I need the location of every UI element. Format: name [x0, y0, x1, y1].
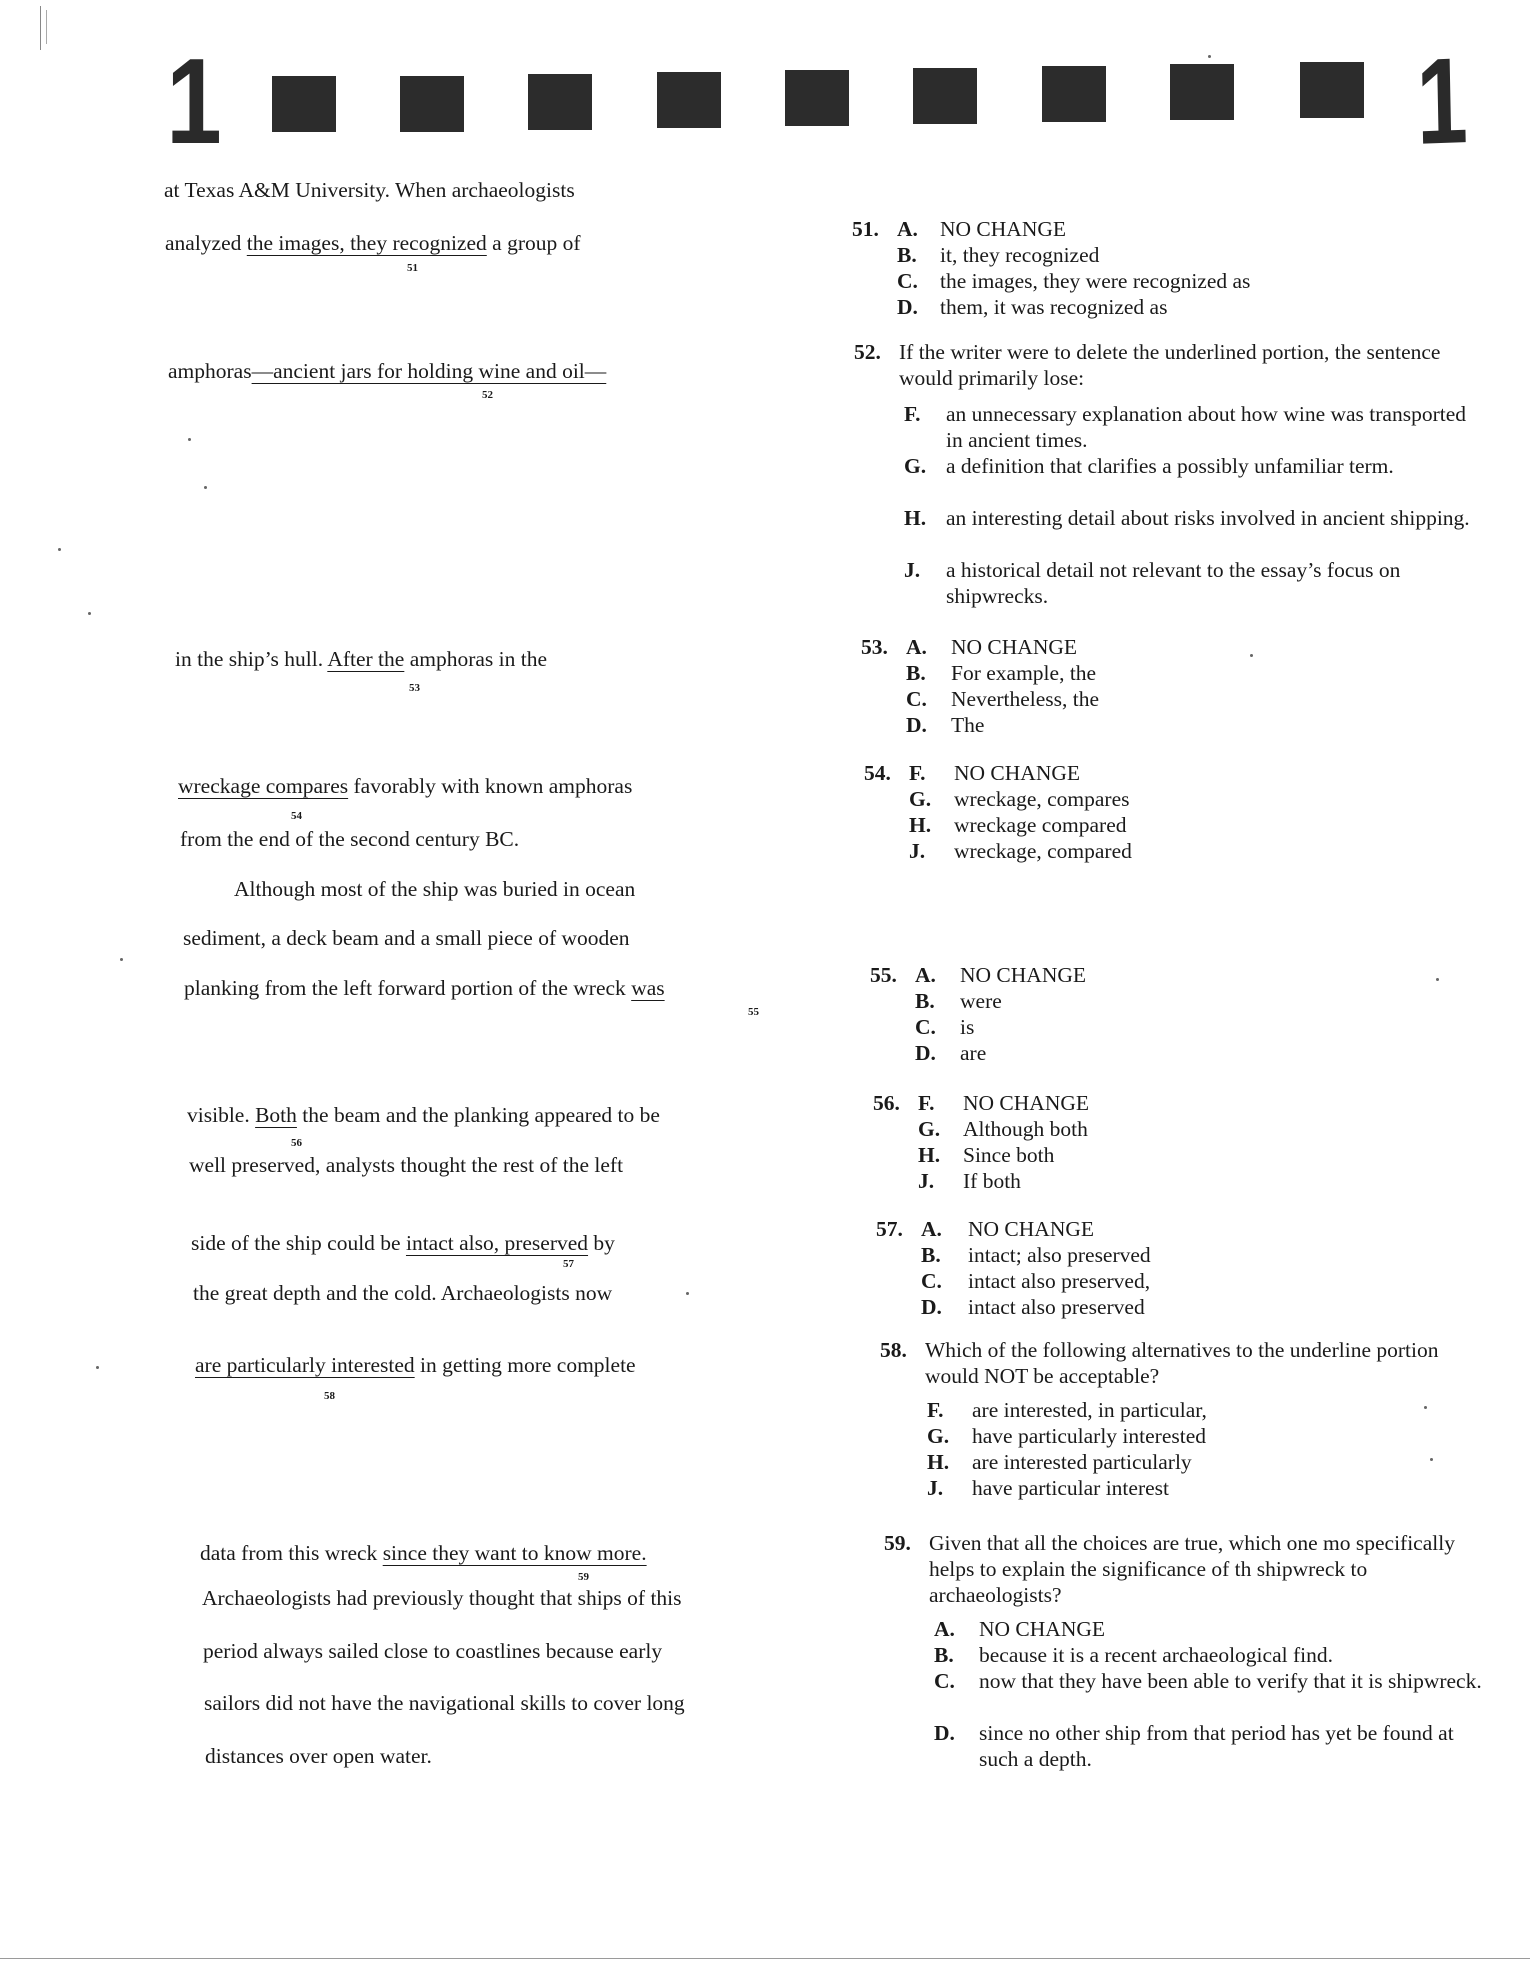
scan-speck	[1208, 55, 1211, 58]
passage-line	[193, 1280, 612, 1306]
passage-text: amphoras	[168, 359, 252, 383]
underlined-portion-58: are particularly interested	[195, 1353, 415, 1377]
option-letter[interactable]: J.	[918, 1169, 935, 1193]
passage-text: Archaeologists had previously thought that ships of this	[202, 1586, 682, 1610]
option-letter[interactable]: H.	[904, 506, 927, 530]
question-marker-57: 57	[563, 1258, 574, 1270]
option-letter[interactable]: D.	[906, 713, 927, 737]
passage-text: the great depth and the cold. Archaeologists now	[193, 1281, 613, 1305]
question-59	[884, 1530, 1498, 1772]
option-letter[interactable]: A.	[915, 963, 936, 987]
question-stem: If the writer were to delete the underlined portion, the sentence would primarily lose:	[899, 340, 1441, 390]
option-letter[interactable]: G.	[927, 1424, 950, 1448]
option-letter[interactable]: C.	[897, 269, 918, 293]
option-text[interactable]: NO CHANGE	[940, 217, 1067, 241]
option-text[interactable]: wreckage compared	[954, 813, 1127, 837]
option-letter[interactable]: D.	[921, 1295, 942, 1319]
underlined-portion-53: After the	[327, 647, 405, 671]
option-letter[interactable]: A.	[897, 217, 918, 241]
passage-line	[203, 1638, 662, 1664]
question-58	[880, 1337, 1490, 1501]
scan-speck	[686, 1292, 689, 1295]
option-letter[interactable]: D.	[897, 295, 918, 319]
question-marker-51: 51	[407, 262, 418, 274]
option-text[interactable]: wreckage, compares	[954, 787, 1130, 811]
option-letter[interactable]: D.	[915, 1041, 936, 1065]
option-letter[interactable]: C.	[906, 687, 927, 711]
passage-text: data from this wreck	[200, 1541, 383, 1565]
option-text[interactable]: Nevertheless, the	[951, 687, 1100, 711]
section-number-left: 1	[166, 33, 222, 169]
option-letter[interactable]: B.	[906, 661, 926, 685]
option-letter[interactable]: F.	[927, 1398, 944, 1422]
question-marker-54: 54	[291, 810, 302, 822]
option-letter[interactable]: A.	[906, 635, 927, 659]
underlined-portion-52: —ancient jars for holding wine and oil—	[251, 359, 607, 383]
question-number: 58.	[880, 1338, 907, 1362]
underlined-portion-55: was	[631, 976, 665, 1000]
option-text[interactable]: For example, the	[951, 661, 1097, 685]
question-number: 52.	[854, 340, 881, 364]
passage-text: well preserved, analysts thought the rest of the left	[189, 1153, 624, 1177]
option-text[interactable]: are interested particularly	[972, 1450, 1192, 1474]
scan-speck	[88, 612, 91, 615]
option-text[interactable]: them, it was recognized as	[940, 295, 1168, 319]
question-number: 55.	[870, 963, 897, 987]
passage-line	[234, 876, 635, 902]
passage-text: distances over open water.	[205, 1744, 432, 1768]
passage-line	[191, 1230, 615, 1256]
passage-line	[183, 925, 630, 951]
header-block	[785, 70, 849, 126]
option-letter[interactable]: F.	[918, 1091, 935, 1115]
passage-text: sediment, a deck beam and a small piece of wooden	[183, 926, 630, 950]
option-text[interactable]: an interesting detail about risks involved in ancient shipping.	[946, 506, 1470, 530]
scan-speck	[96, 1366, 99, 1369]
option-text[interactable]: If both	[963, 1169, 1021, 1193]
option-letter[interactable]: J.	[927, 1476, 944, 1500]
header-block	[272, 76, 336, 132]
option-text[interactable]: wreckage, compared	[954, 839, 1132, 863]
passage-line	[205, 1743, 432, 1769]
option-text[interactable]: intact also preserved	[968, 1295, 1145, 1319]
option-letter[interactable]: B.	[897, 243, 917, 267]
scan-speck	[120, 958, 123, 961]
passage-text: a group of	[486, 231, 581, 255]
question-number: 51.	[852, 217, 879, 241]
question-number: 57.	[876, 1217, 903, 1241]
passage-line	[165, 230, 581, 256]
page-bottom-edge	[0, 1958, 1530, 1959]
question-stem: Given that all the choices are true, which one mo specifically helps to explain the significance of th shipwreck to archaeologists?	[929, 1531, 1455, 1607]
passage-text: amphoras in the	[404, 647, 548, 671]
passage-text: visible.	[187, 1103, 256, 1127]
header-block	[657, 72, 721, 128]
scan-speck	[188, 438, 191, 441]
underlined-portion-59: since they want to know more.	[382, 1541, 647, 1565]
passage-line	[184, 975, 665, 1001]
option-text[interactable]: have particularly interested	[972, 1424, 1207, 1448]
question-marker-53: 53	[409, 682, 420, 694]
option-letter[interactable]: H.	[927, 1450, 950, 1474]
question-marker-58: 58	[324, 1390, 335, 1402]
option-text[interactable]: NO CHANGE	[951, 635, 1078, 659]
option-text[interactable]: an unnecessary explanation about how wine was transported in ancient times.	[946, 402, 1467, 452]
passage-line	[204, 1690, 685, 1716]
option-letter[interactable]: C.	[934, 1669, 955, 1693]
question-number: 54.	[864, 761, 891, 785]
option-text[interactable]: intact also preserved,	[968, 1269, 1151, 1293]
option-text[interactable]: NO CHANGE	[979, 1617, 1106, 1641]
option-letter[interactable]: B.	[921, 1243, 941, 1267]
scan-speck	[204, 486, 207, 489]
header-block	[1042, 66, 1106, 122]
option-text[interactable]: it, they recognized	[940, 243, 1100, 267]
question-57	[876, 1216, 1436, 1320]
option-text[interactable]: a definition that clarifies a possibly unfamiliar term.	[946, 454, 1394, 478]
option-letter[interactable]: G.	[918, 1117, 941, 1141]
header-block	[400, 76, 464, 132]
passage-line	[168, 358, 606, 384]
question-52	[854, 339, 1484, 609]
passage-line	[180, 826, 519, 852]
option-letter[interactable]: F.	[904, 402, 921, 426]
option-text[interactable]: are interested, in particular,	[972, 1398, 1207, 1422]
underlined-portion-54: wreckage compares	[178, 774, 349, 798]
underlined-portion-56: Both	[255, 1103, 297, 1127]
scan-speck	[1250, 654, 1253, 657]
header-block	[1300, 62, 1364, 118]
passage-text: in the ship’s hull.	[175, 647, 328, 671]
question-number: 53.	[861, 635, 888, 659]
question-53	[861, 634, 1421, 738]
option-letter[interactable]: G.	[909, 787, 932, 811]
passage-line	[178, 773, 632, 799]
option-text[interactable]: NO CHANGE	[968, 1217, 1095, 1241]
option-text[interactable]: have particular interest	[972, 1476, 1169, 1500]
option-letter[interactable]: H.	[909, 813, 932, 837]
passage-text: period always sailed close to coastlines because early	[203, 1639, 663, 1663]
option-letter[interactable]: B.	[915, 989, 935, 1013]
underlined-portion-57: intact also, preserved	[405, 1231, 589, 1255]
option-text[interactable]: NO CHANGE	[963, 1091, 1090, 1115]
scan-speck	[1430, 1458, 1433, 1461]
binder-mark	[46, 10, 47, 44]
passage-text: side of the ship could be	[191, 1231, 406, 1255]
option-letter[interactable]: A.	[934, 1617, 955, 1641]
binder-mark	[40, 6, 41, 50]
option-text[interactable]: is	[960, 1015, 975, 1039]
question-marker-52: 52	[482, 389, 493, 401]
question-51	[852, 216, 1452, 320]
underlined-portion-51: the images, they recognized	[246, 231, 487, 255]
option-letter[interactable]: D.	[934, 1721, 955, 1745]
option-letter[interactable]: C.	[921, 1269, 942, 1293]
header-block	[1170, 64, 1234, 120]
option-letter[interactable]: A.	[921, 1217, 942, 1241]
question-stem: Which of the following alternatives to the underline portion would NOT be acceptable?	[925, 1338, 1439, 1388]
passage-text: Although most of the ship was buried in ocean	[234, 877, 636, 901]
passage-line	[164, 177, 575, 203]
option-letter[interactable]: B.	[934, 1643, 954, 1667]
option-text[interactable]: The	[951, 713, 985, 737]
option-letter[interactable]: G.	[904, 454, 927, 478]
scan-speck	[1424, 1406, 1427, 1409]
section-number-right: 1	[1415, 32, 1469, 170]
question-54	[864, 760, 1424, 864]
option-text[interactable]: now that they have been able to verify that it is shipwreck.	[979, 1669, 1482, 1693]
question-56	[873, 1090, 1433, 1194]
header-block	[913, 68, 977, 124]
option-text[interactable]: because it is a recent archaeological find.	[979, 1643, 1333, 1667]
passage-line	[202, 1585, 682, 1611]
passage-text: from the end of the second century BC.	[180, 827, 520, 851]
option-letter[interactable]: F.	[909, 761, 926, 785]
option-text[interactable]: since no other ship from that period has yet be found at such a depth.	[979, 1721, 1454, 1771]
question-marker-59: 59	[578, 1571, 589, 1583]
question-marker-55: 55	[748, 1006, 759, 1018]
option-text[interactable]: the images, they were recognized as	[940, 269, 1251, 293]
passage-text: the beam and the planking appeared to be	[296, 1103, 660, 1127]
passage-line	[189, 1152, 623, 1178]
option-letter[interactable]: C.	[915, 1015, 936, 1039]
passage-line	[187, 1102, 660, 1128]
scan-speck	[58, 548, 61, 551]
passage-line	[195, 1352, 636, 1378]
passage-line	[200, 1540, 647, 1566]
option-text[interactable]: Although both	[963, 1117, 1088, 1141]
passage-text: at Texas A&M University. When archaeologists	[164, 178, 575, 202]
passage-text: in getting more complete	[414, 1353, 636, 1377]
option-letter[interactable]: H.	[918, 1143, 941, 1167]
option-text[interactable]: NO CHANGE	[960, 963, 1087, 987]
passage-text: sailors did not have the navigational skills to cover long	[204, 1691, 685, 1715]
passage-text: analyzed	[165, 231, 247, 255]
option-letter[interactable]: J.	[904, 558, 921, 582]
option-text[interactable]: intact; also preserved	[968, 1243, 1151, 1267]
option-text[interactable]: were	[960, 989, 1002, 1013]
question-number: 59.	[884, 1531, 911, 1555]
option-text[interactable]: NO CHANGE	[954, 761, 1081, 785]
option-text[interactable]: are	[960, 1041, 987, 1065]
option-text[interactable]: a historical detail not relevant to the essay’s focus on shipwrecks.	[946, 558, 1401, 608]
option-letter[interactable]: J.	[909, 839, 926, 863]
header-block	[528, 74, 592, 130]
passage-line	[175, 646, 547, 672]
option-text[interactable]: Since both	[963, 1143, 1055, 1167]
question-55	[870, 962, 1430, 1066]
question-marker-56: 56	[291, 1137, 302, 1149]
scan-speck	[1436, 978, 1439, 981]
passage-text: favorably with known amphoras	[348, 774, 633, 798]
passage-text: by	[588, 1231, 615, 1255]
passage-text: planking from the left forward portion of the wreck	[184, 976, 632, 1000]
question-number: 56.	[873, 1091, 900, 1115]
